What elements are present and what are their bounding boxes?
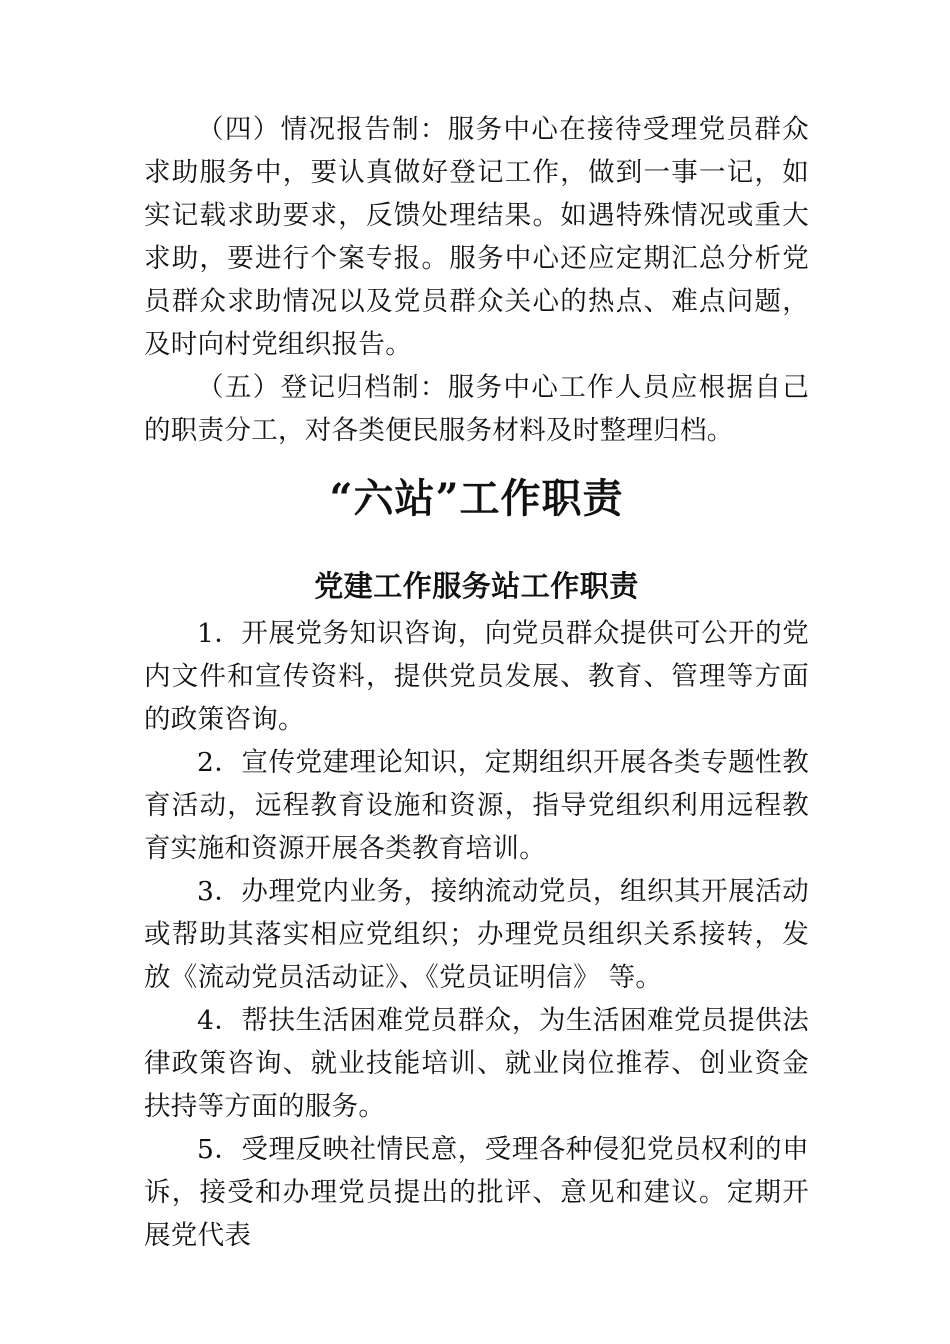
paragraph-archive-system: （五）登记归档制：服务中心工作人员应根据自己的职责分工，对各类便民服务材料及时整理归档。 [144, 372, 809, 446]
list-item: 4．帮扶生活困难党员群众，为生活困难党员提供法律政策咨询、就业技能培训、就业岗位推荐、创业资金扶持等方面的服务。 [144, 1005, 809, 1122]
document-page [144, 108, 809, 1257]
list-item: 5．受理反映社情民意，受理各种侵犯党员权利的申诉，接受和办理党员提出的批评、意见和建议。定期开展党代表 [144, 1134, 809, 1251]
subsection-title: 党建工作服务站工作职责 [314, 569, 639, 603]
paragraph-report-system: （四）情况报告制：服务中心在接待受理党员群众求助服务中，要认真做好登记工作，做到一事一记，如实记载求助要求，反馈处理结果。如遇特殊情况或重大求助，要进行个案专报。服务中心还应定期汇总分析党员群众求助情况以及党员群众关心的热点、难点问题，及时向村党组织报告。 [144, 114, 809, 360]
list-item: 1．开展党务知识咨询，向党员群众提供可公开的党内文件和宣传资料，提供党员发展、教育、管理等方面的政策咨询。 [144, 618, 809, 735]
section-title: “六站”工作职责 [329, 475, 624, 522]
list-item: 3．办理党内业务，接纳流动党员，组织其开展活动或帮助其落实相应党组织；办理党员组织关系接转，发放《流动党员活动证》、《党员证明信》 等。 [144, 876, 809, 993]
list-item: 2．宣传党建理论知识，定期组织开展各类专题性教育活动，远程教育设施和资源，指导党组织利用远程教育实施和资源开展各类教育培训。 [144, 747, 809, 864]
